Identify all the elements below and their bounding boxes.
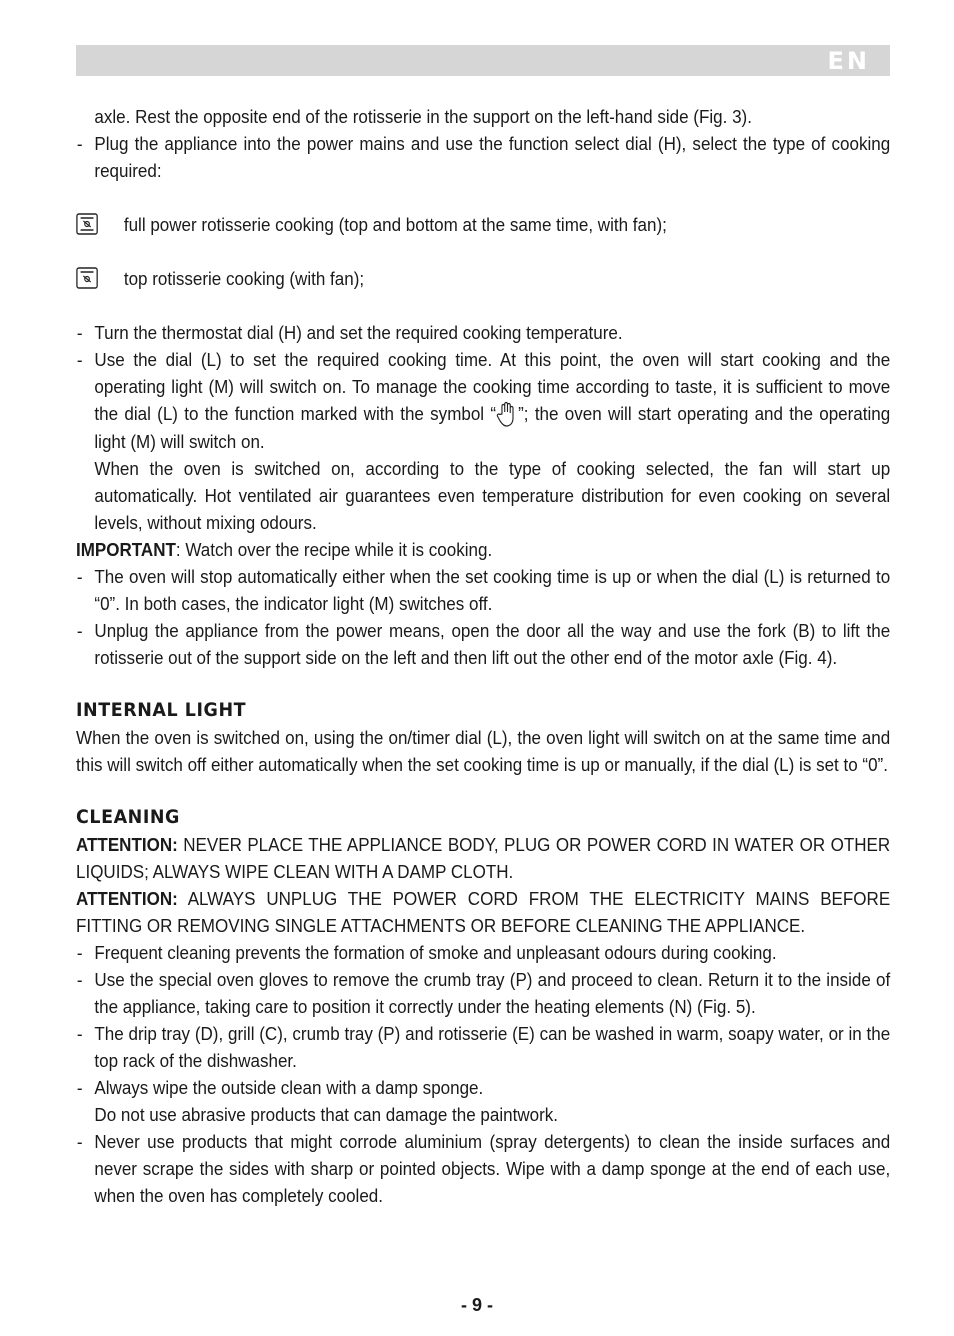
- cleaning-item: - Frequent cleaning prevents the formation of smoke and unpleasant odours during cooking.: [76, 939, 890, 966]
- important-note: IMPORTANT: Watch over the recipe while it is cooking.: [76, 539, 493, 560]
- top-rotisserie-fan-icon: [76, 267, 98, 289]
- internal-light-heading: INTERNAL LIGHT: [76, 699, 247, 721]
- header-bar: [76, 45, 890, 76]
- cleaning-item: - Always wipe the outside clean with a damp sponge.: [76, 1074, 890, 1101]
- symbol-text: full power rotisserie cooking (top and bottom at the same time, with fan);: [123, 214, 667, 235]
- cleaning-item: - Use the special oven gloves to remove the crumb tray (P) and proceed to clean. Return it to the inside of the appliance, taking care to position it correctly under the heating elements (N) (Fig. 5).: [76, 966, 890, 1020]
- step-thermostat: - Turn the thermostat dial (H) and set the required cooking temperature.: [76, 319, 890, 346]
- cleaning-item: - The drip tray (D), grill (C), crumb tray (P) and rotisserie (E) can be washed in warm, soapy water, or in the top rack of the dishwasher.: [76, 1020, 890, 1074]
- symbol-row-top-rotisserie: [76, 265, 890, 292]
- hand-symbol-icon: [496, 400, 518, 428]
- step-unplug: - Unplug the appliance from the power means, open the door all the way and use the fork (B) to lift the rotisserie out of the support side on the left and then lift out the other end of the motor axle (Fig. 4).: [76, 617, 890, 671]
- cleaning-item-last: - Never use products that might corrode aluminium (spray detergents) to clean the inside surfaces and never scrape the sides with sharp or pointed objects. Wipe with a damp sponge at the end of each use, when the oven has completely cooled.: [76, 1128, 890, 1209]
- cleaning-heading: CLEANING: [76, 806, 180, 828]
- page-number: - 9 -: [460, 1295, 493, 1315]
- intro-continuation: axle. Rest the opposite end of the rotisserie in the support on the left-hand side (Fig. 3).: [94, 106, 752, 127]
- symbol-text: top rotisserie cooking (with fan);: [123, 268, 365, 289]
- internal-light-text: When the oven is switched on, using the on/timer dial (L), the oven light will switch on at the same time and this will switch off either automatically when the set cooking time is up or manually, if the dial (L) is set to “0”.: [76, 727, 891, 775]
- abrasive-note: Do not use abrasive products that can damage the paintwork.: [94, 1104, 559, 1125]
- language-label: EN: [827, 47, 870, 75]
- attention-2: ATTENTION: ALWAYS UNPLUG THE POWER CORD FROM THE ELECTRICITY MAINS BEFORE FITTING OR REMOVING SINGLE ATTACHMENTS OR BEFORE CLEANING THE APPLIANCE.: [76, 888, 891, 936]
- full-rotisserie-fan-icon: [76, 213, 98, 235]
- step-stop: - The oven will stop automatically either when the set cooking time is up or when the dial (L) is returned to “0”. In both cases, the indicator light (M) switches off.: [76, 563, 890, 617]
- page-content: [76, 103, 890, 1209]
- step-plug-in: - Plug the appliance into the power mains and use the function select dial (H), select the type of cooking required:: [76, 130, 890, 184]
- symbol-row-full-rotisserie: [76, 211, 890, 238]
- attention-1: ATTENTION: NEVER PLACE THE APPLIANCE BODY, PLUG OR POWER CORD IN WATER OR OTHER LIQUIDS; ALWAYS WIPE CLEAN WITH A DAMP CLOTH.: [76, 834, 891, 882]
- fan-note: When the oven is switched on, according to the type of cooking selected, the fan will start up automatically. Hot ventilated air guarantees even temperature distribution for even cooking on several levels, without mixing odours.: [94, 458, 891, 533]
- step-timer: - Use the dial (L) to set the required cooking time. At this point, the oven will start cooking and the operating light (M) will switch on. To manage the cooking time according to taste, it is sufficient to move the dial (L) to the function marked with the symbol “ ”; the oven will start operating and the operating light (M) will switch on.: [76, 346, 890, 455]
